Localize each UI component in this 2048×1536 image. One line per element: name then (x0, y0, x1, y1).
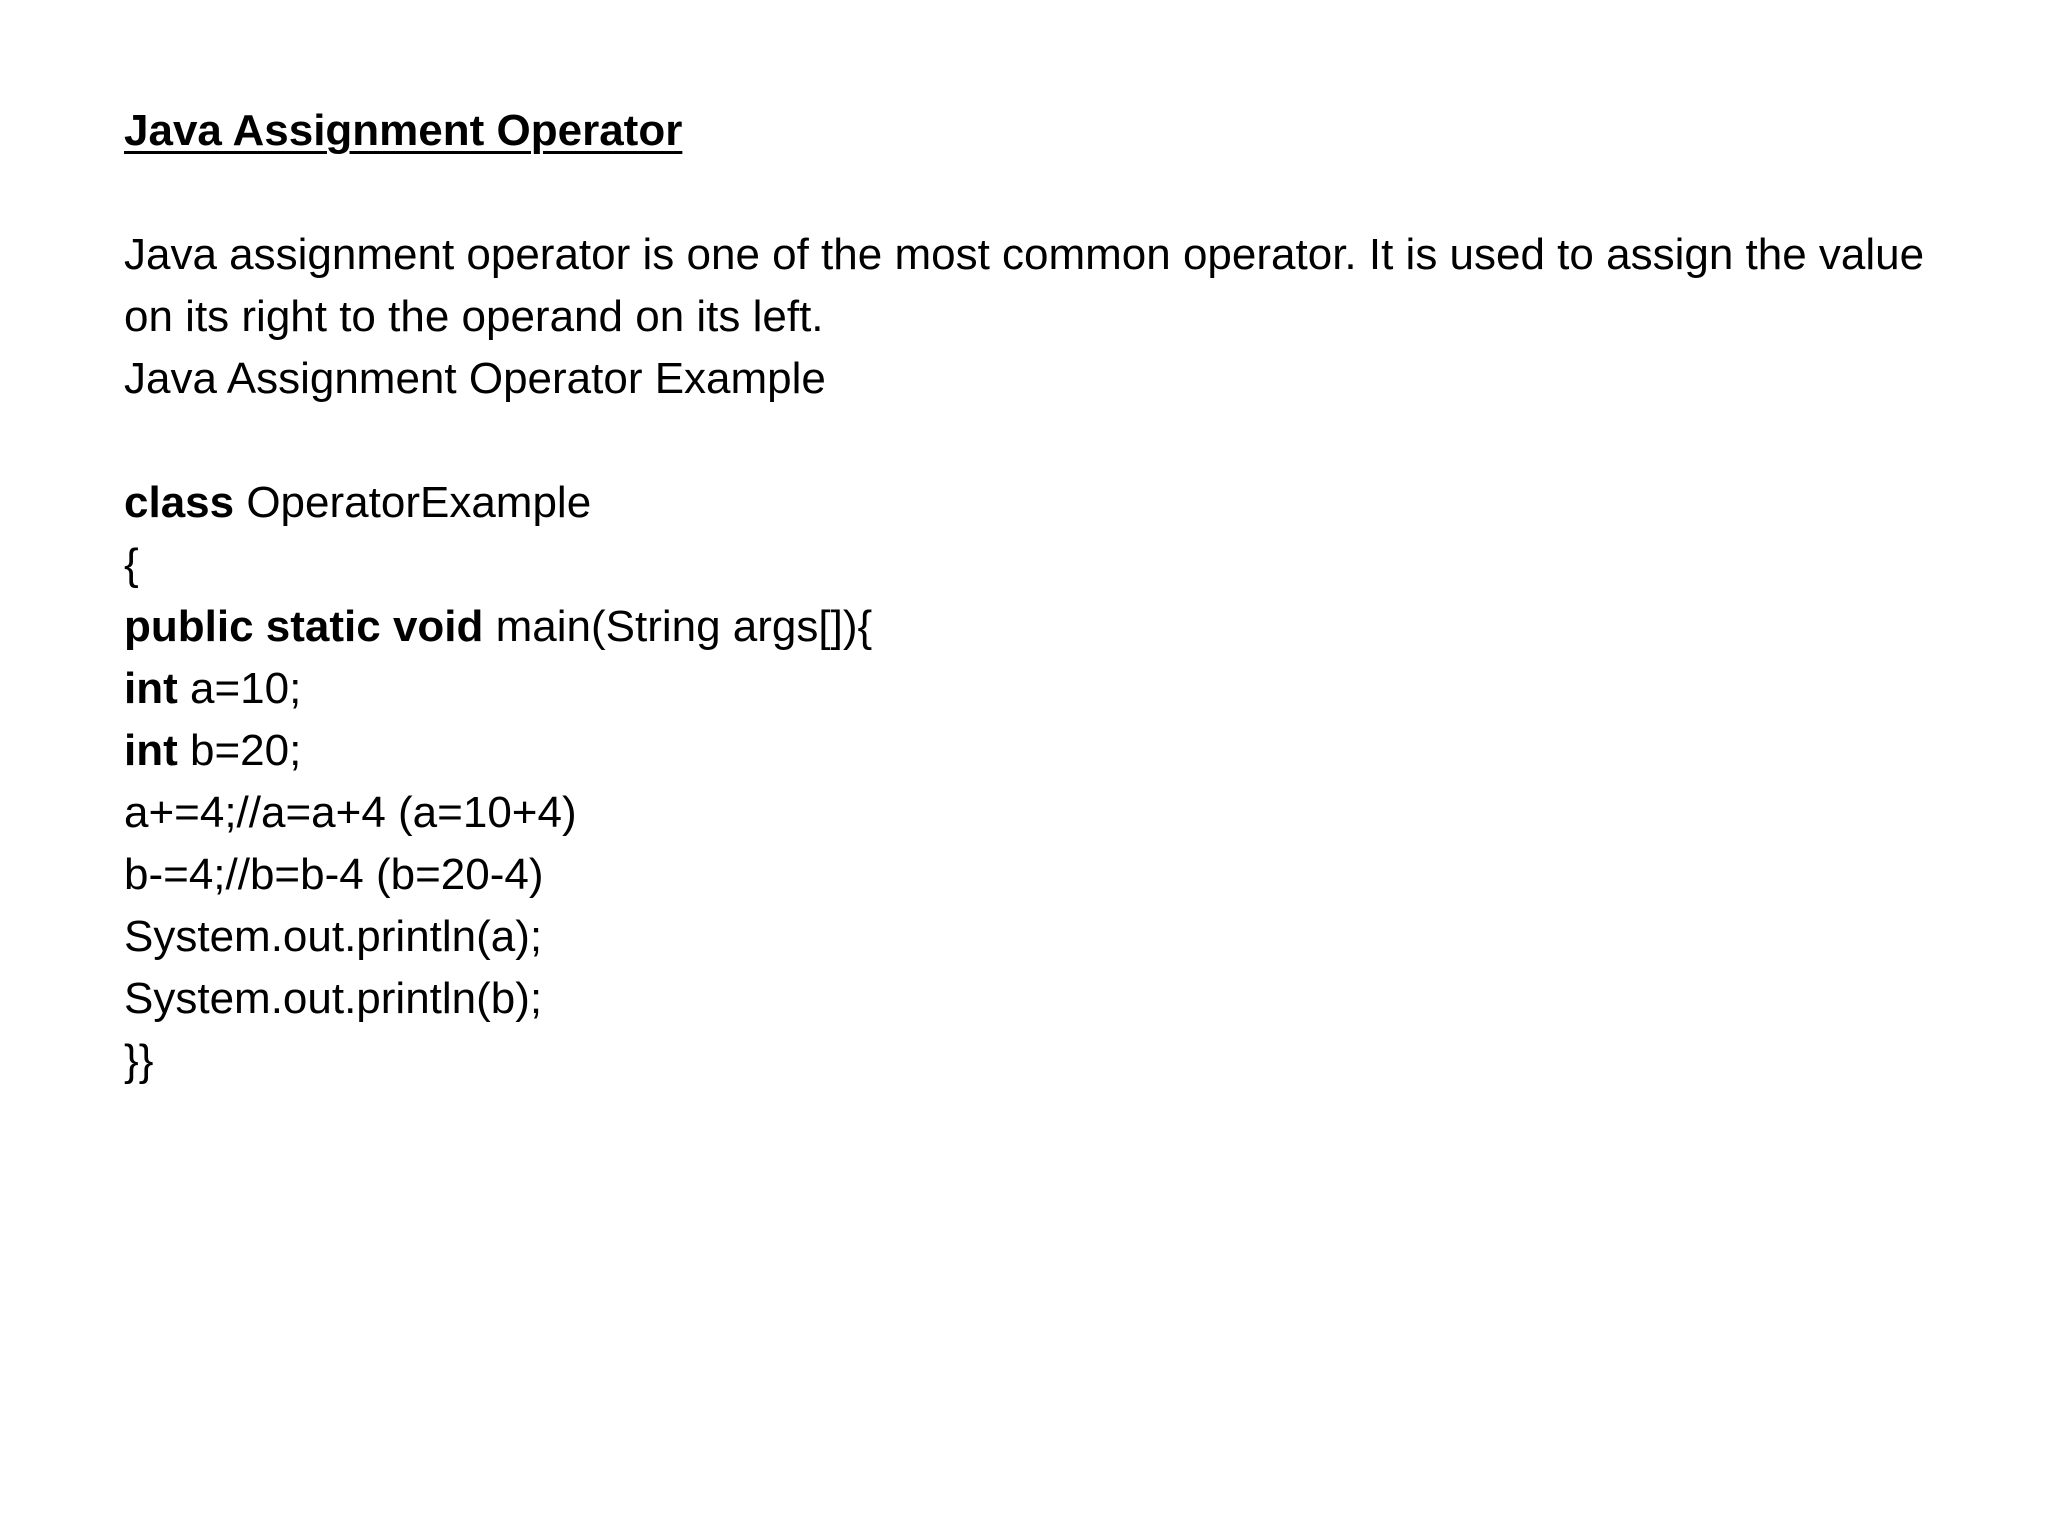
spacer (124, 162, 1944, 224)
code-line-open-brace: { (124, 540, 139, 589)
code-line-print-b: System.out.println(b); (124, 974, 543, 1023)
code-text: main(String args[]){ (483, 602, 873, 651)
page-title: Java Assignment Operator (124, 106, 683, 155)
code-line-close-braces: }} (124, 1036, 154, 1085)
code-line-class (124, 472, 1944, 534)
code-line-print-a: System.out.println(a); (124, 912, 543, 961)
code-line-int-b (124, 720, 1944, 782)
document-page (124, 100, 1944, 1092)
code-text: a=10; (177, 664, 302, 713)
code-text: b=20; (177, 726, 302, 775)
code-line-int-a (124, 658, 1944, 720)
code-text: OperatorExample (234, 478, 592, 527)
code-block (124, 472, 1944, 1092)
example-heading: Java Assignment Operator Example (124, 354, 826, 403)
spacer (124, 410, 1944, 472)
description-paragraph: Java assignment operator is one of the most common operator. It is used to assign the value on its right to the operand on its left. (124, 230, 1925, 341)
code-line-main (124, 596, 1944, 658)
keyword: int (124, 664, 178, 713)
code-line-b-minus-equals: b-=4;//b=b-4 (b=20-4) (124, 850, 544, 899)
code-line-a-plus-equals: a+=4;//a=a+4 (a=10+4) (124, 788, 577, 837)
keyword: int (124, 726, 178, 775)
keyword: class (124, 478, 235, 527)
keyword: public static void (124, 602, 484, 651)
